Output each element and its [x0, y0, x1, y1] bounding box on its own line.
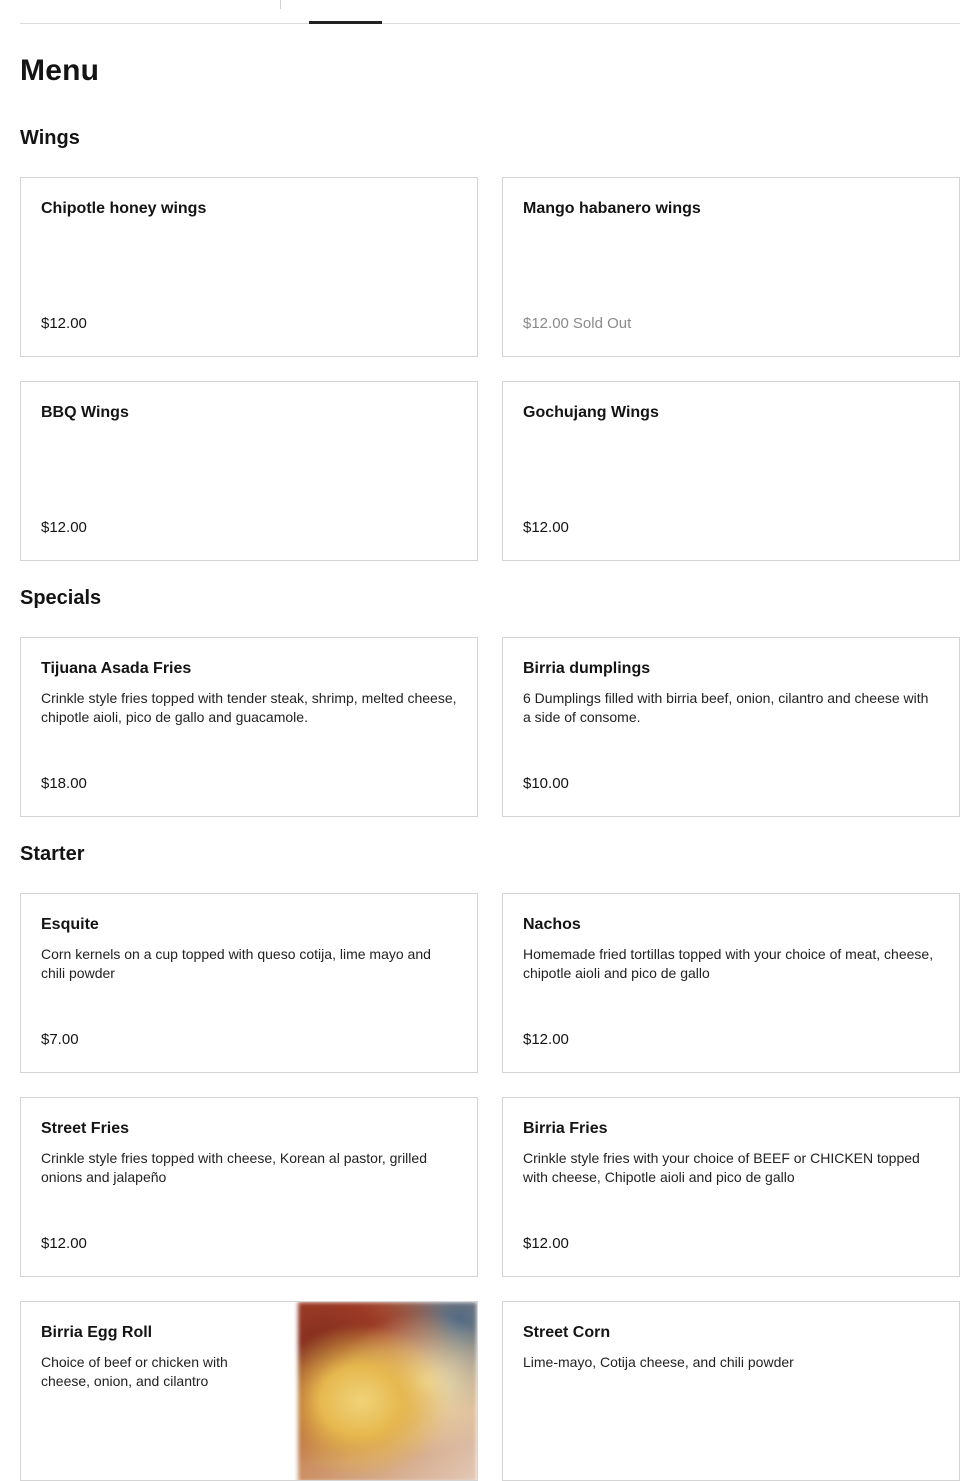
- item-name: Esquite: [41, 916, 99, 933]
- item-description: Lime-mayo, Cotija cheese, and chili powder: [523, 1354, 794, 1370]
- item-price: $12.00: [523, 1031, 569, 1048]
- menu-item-card[interactable]: [502, 177, 960, 357]
- menu-item-card[interactable]: [502, 893, 960, 1073]
- item-name: Tijuana Asada Fries: [41, 660, 192, 677]
- item-name: Gochujang Wings: [523, 404, 659, 421]
- category-tab-bar: [20, 0, 960, 24]
- menu-item-card[interactable]: [20, 893, 478, 1073]
- page-title: Menu: [20, 54, 100, 87]
- menu-item-card[interactable]: [502, 381, 960, 561]
- item-price: $10.00: [523, 775, 569, 792]
- section-title-specials: Specials: [20, 587, 102, 609]
- item-description: Crinkle style fries with your choice of BEEF or CHICKEN topped with cheese, Chipotle aioli and pico de gallo: [523, 1150, 920, 1185]
- item-photo: [298, 1302, 477, 1481]
- item-description: Corn kernels on a cup topped with queso cotija, lime mayo and chili powder: [41, 946, 431, 981]
- menu-item-card[interactable]: [20, 381, 478, 561]
- item-name: Birria dumplings: [523, 660, 651, 677]
- item-name: Chipotle honey wings: [41, 200, 207, 217]
- active-tab-indicator[interactable]: [309, 21, 382, 24]
- menu-item-card[interactable]: [502, 1097, 960, 1277]
- item-name: Birria Fries: [523, 1120, 608, 1137]
- section-title-starter: Starter: [20, 843, 85, 865]
- item-name: Street Fries: [41, 1120, 130, 1137]
- menu-item-card[interactable]: [20, 1097, 478, 1277]
- item-description: Crinkle style fries topped with cheese, Korean al pastor, grilled onions and jalapeño: [41, 1150, 427, 1185]
- menu-item-card[interactable]: [502, 637, 960, 817]
- item-price: $12.00: [523, 1235, 569, 1252]
- menu-item-card[interactable]: [20, 1301, 478, 1481]
- section-title-wings: Wings: [20, 127, 80, 149]
- item-name: BBQ Wings: [41, 404, 129, 421]
- item-price: $12.00: [523, 519, 569, 536]
- menu-item-card[interactable]: [502, 1301, 960, 1481]
- item-price: $18.00: [41, 775, 87, 792]
- sold-out-label: Sold Out: [572, 315, 632, 332]
- item-name: Street Corn: [523, 1324, 611, 1341]
- item-price: $12.00: [41, 519, 87, 536]
- item-name: Birria Egg Roll: [41, 1324, 153, 1341]
- item-description: Homemade fried tortillas topped with your choice of meat, cheese, chipotle aioli and pico de gallo: [523, 946, 934, 981]
- item-name: Mango habanero wings: [523, 200, 701, 217]
- item-price: $12.00 Sold Out: [523, 315, 632, 332]
- item-name: Nachos: [523, 916, 581, 933]
- item-price: $7.00: [41, 1031, 79, 1048]
- item-price: $12.00: [41, 315, 87, 332]
- menu-item-card[interactable]: [20, 637, 478, 817]
- item-description: Crinkle style fries topped with tender steak, shrimp, melted cheese, chipotle aioli, pico de gallo and guacamole.: [41, 690, 457, 725]
- tab-divider: [280, 0, 281, 9]
- item-price: $12.00: [41, 1235, 87, 1252]
- menu-item-card[interactable]: [20, 177, 478, 357]
- item-description: Choice of beef or chicken with cheese, onion, and cilantro: [41, 1354, 228, 1389]
- item-description: 6 Dumplings filled with birria beef, onion, cilantro and cheese with a side of consome.: [523, 690, 929, 725]
